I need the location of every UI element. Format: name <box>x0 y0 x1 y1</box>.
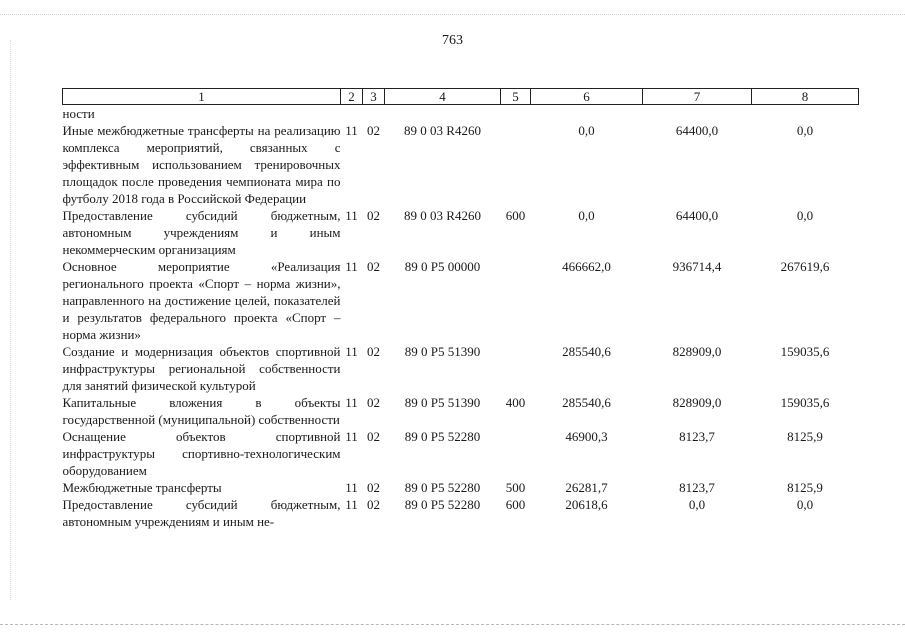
row-section: 11 <box>345 259 358 274</box>
row-target-code: 89 0 P5 00000 <box>404 259 481 274</box>
row-target-code: 89 0 P5 51390 <box>404 344 481 359</box>
row-target-code: 89 0 P5 52280 <box>404 497 481 512</box>
row-name: Оснащение объектов спортивной инфраструктуры спортивно-технологическим оборудованием <box>62 429 341 478</box>
row-name: Предоставление субсидий бюджетным, автономным учреждениям и иным некоммерческим организациям <box>62 208 341 257</box>
row-expense-type <box>501 258 531 343</box>
header-col-7: 7 <box>643 89 752 105</box>
row-amount-col8: 0,0 <box>796 497 814 512</box>
row-amount-col6: 285540,6 <box>562 395 611 410</box>
row-expense-type <box>501 343 531 394</box>
row-amount-col6: 285540,6 <box>562 344 611 359</box>
row-section: 11 <box>345 208 358 223</box>
row-amount-col6: 0,0 <box>578 123 595 138</box>
row-amount-col7: 828909,0 <box>672 395 722 410</box>
continuation-row <box>63 105 859 123</box>
row-subsection: 02 <box>367 123 380 138</box>
row-section: 11 <box>345 480 358 495</box>
row-amount-col6: 46900,3 <box>565 429 608 444</box>
row-amount-col8: 0,0 <box>796 123 814 138</box>
row-subsection: 02 <box>367 259 380 274</box>
row-subsection: 02 <box>367 480 380 495</box>
table-row <box>63 479 859 496</box>
row-name: Создание и модернизация объектов спортивной инфраструктуры региональной собственности для занятий физической культурой <box>62 344 341 393</box>
header-col-4: 4 <box>385 89 501 105</box>
row-expense-type: 600 <box>505 497 526 512</box>
row-subsection: 02 <box>367 497 380 512</box>
header-col-3: 3 <box>363 89 385 105</box>
row-amount-col6: 20618,6 <box>565 497 608 512</box>
row-subsection: 02 <box>367 395 380 410</box>
scan-border-left <box>10 40 11 600</box>
row-amount-col8: 159035,6 <box>780 395 830 410</box>
row-amount-col6: 26281,7 <box>565 480 608 495</box>
row-target-code: 89 0 03 R4260 <box>404 123 481 138</box>
row-name: Межбюджетные трансферты <box>62 480 222 495</box>
row-amount-col8: 159035,6 <box>780 344 830 359</box>
header-col-5: 5 <box>501 89 531 105</box>
row-subsection: 02 <box>367 429 380 444</box>
row-target-code: 89 0 P5 52280 <box>404 480 481 495</box>
header-col-8: 8 <box>752 89 859 105</box>
row-expense-type <box>501 428 531 479</box>
row-subsection: 02 <box>367 208 380 223</box>
row-name: Иные межбюджетные трансферты на реализацию комплекса мероприятий, связанных с эффективным использованием тренировочных площадок после проведения чемпионата мира по футболу 2018 года в Российской Федерации <box>62 123 341 206</box>
row-amount-col8: 0,0 <box>796 208 814 223</box>
table-row <box>63 122 859 207</box>
row-expense-type <box>501 122 531 207</box>
row-amount-col6: 0,0 <box>578 208 595 223</box>
row-target-code: 89 0 P5 51390 <box>404 395 481 410</box>
row-amount-col7: 8123,7 <box>679 480 715 495</box>
header-col-6: 6 <box>531 89 643 105</box>
row-name: ности <box>62 106 95 121</box>
table-row <box>63 343 859 394</box>
header-col-2: 2 <box>341 89 363 105</box>
row-section: 11 <box>345 123 358 138</box>
row-subsection: 02 <box>367 344 380 359</box>
table-row <box>63 258 859 343</box>
row-amount-col7: 828909,0 <box>672 344 722 359</box>
row-name: Предоставление субсидий бюджетным, автономным учреждениям и иным не- <box>62 497 341 529</box>
row-amount-col7: 0,0 <box>688 497 706 512</box>
table-row <box>63 428 859 479</box>
row-target-code: 89 0 03 R4260 <box>404 208 481 223</box>
row-name: Основное мероприятие «Реализация регионального проекта «Спорт – норма жизни», направленного на достижение целей, показателей и результатов федерального проекта «Спорт – норма жизни» <box>62 259 341 342</box>
page-number: 763 <box>442 33 463 48</box>
row-section: 11 <box>345 497 358 512</box>
row-expense-type: 400 <box>505 395 526 410</box>
row-amount-col6: 466662,0 <box>562 259 611 274</box>
header-row <box>63 89 859 105</box>
scan-border-bottom <box>0 624 905 625</box>
row-expense-type: 500 <box>505 480 526 495</box>
header-col-1: 1 <box>63 89 341 105</box>
table-row <box>63 394 859 428</box>
row-amount-col8: 267619,6 <box>780 259 830 274</box>
scan-border-top <box>0 14 905 15</box>
row-section: 11 <box>345 344 358 359</box>
row-expense-type: 600 <box>505 208 526 223</box>
row-amount-col8: 8125,9 <box>787 429 823 444</box>
row-amount-col7: 64400,0 <box>675 208 719 223</box>
row-amount-col7: 936714,4 <box>672 259 722 274</box>
budget-table <box>62 88 859 530</box>
row-amount-col8: 8125,9 <box>787 480 823 495</box>
row-amount-col7: 8123,7 <box>679 429 715 444</box>
row-target-code: 89 0 P5 52280 <box>404 429 481 444</box>
table-row <box>63 207 859 258</box>
table-row <box>63 496 859 530</box>
row-name: Капитальные вложения в объекты государственной (муниципальной) собственности <box>62 395 341 427</box>
row-section: 11 <box>345 429 358 444</box>
row-amount-col7: 64400,0 <box>675 123 719 138</box>
row-section: 11 <box>345 395 358 410</box>
